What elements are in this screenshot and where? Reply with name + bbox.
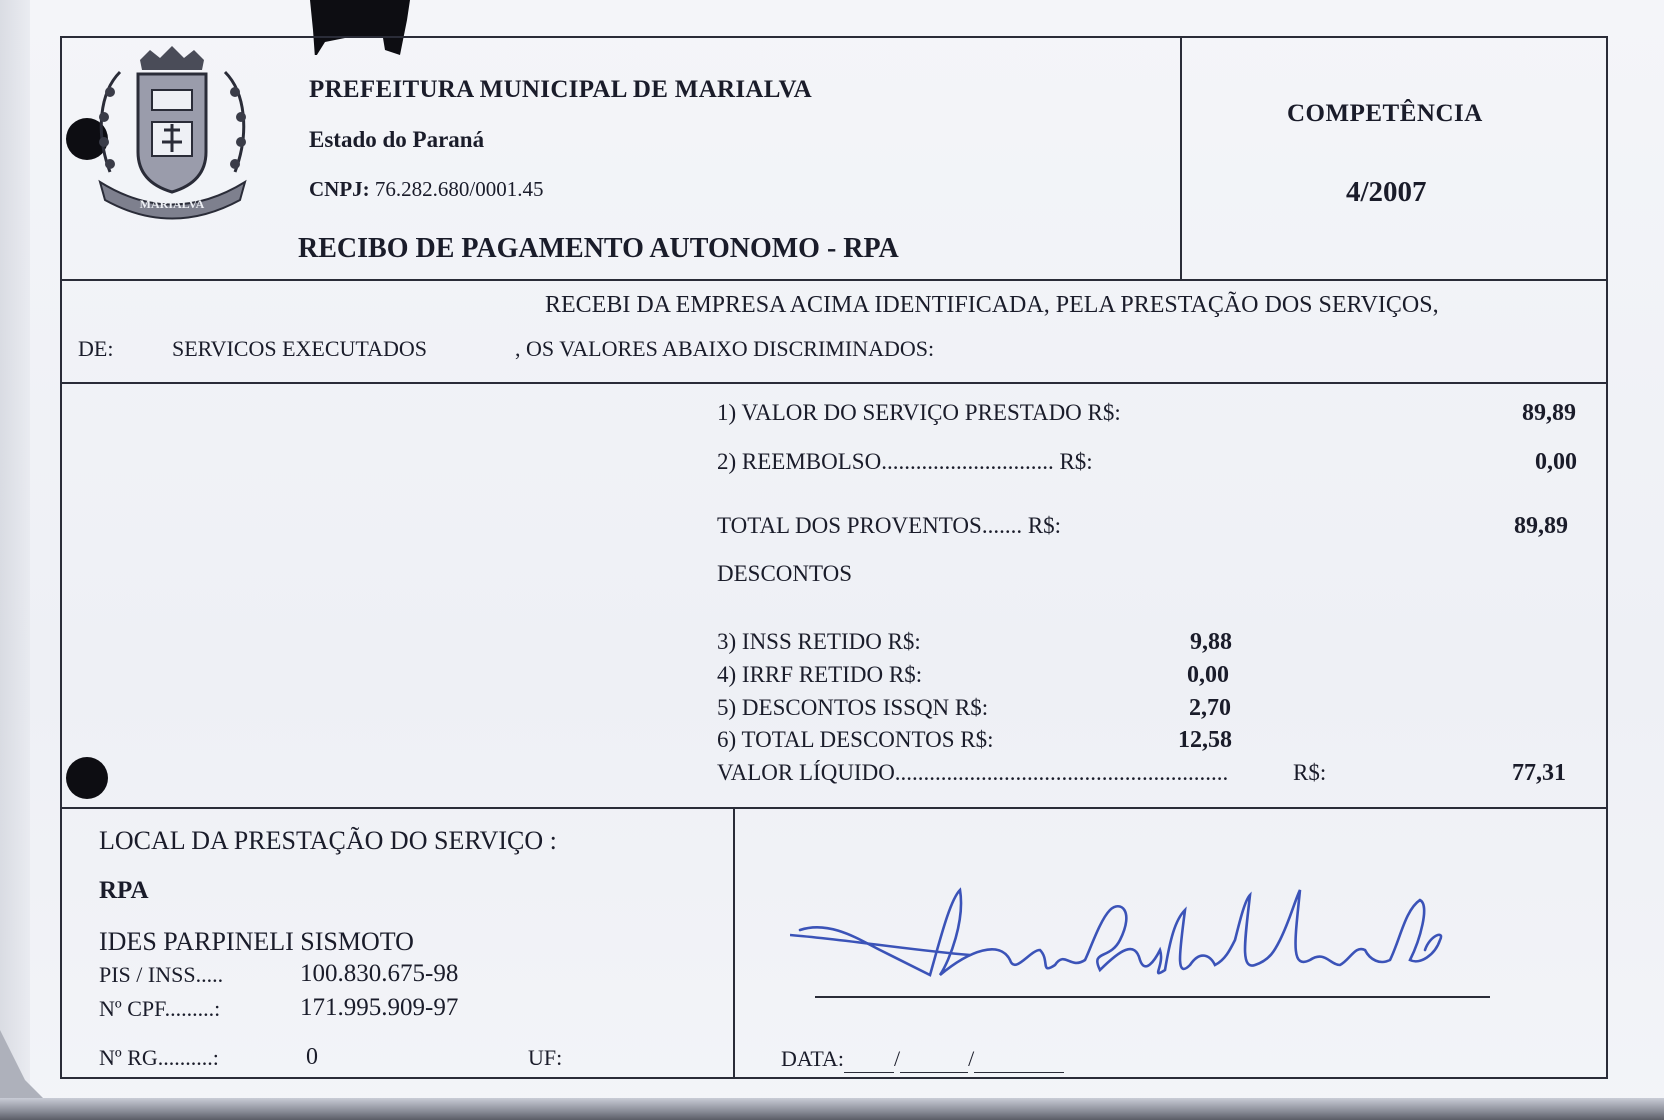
declaration-line: RECEBI DA EMPRESA ACIMA IDENTIFICADA, PELA PRESTAÇÃO DOS SERVIÇOS, (545, 292, 1439, 318)
date-sep-1: / (894, 1046, 901, 1071)
uf-label: UF: (528, 1045, 563, 1070)
total-descontos-label: 6) TOTAL DESCONTOS R$: (717, 727, 994, 752)
rule-footer (733, 807, 735, 1079)
service-description: SERVICOS EXECUTADOS (172, 336, 427, 361)
servico-value: 89,89 (1522, 400, 1576, 426)
rg-value: 0 (306, 1044, 318, 1070)
cpf-value: 171.995.909-97 (300, 994, 459, 1021)
de-label: DE: (78, 336, 114, 361)
data-label: DATA: (781, 1046, 845, 1071)
document-title: RECIBO DE PAGAMENTO AUTONOMO - RPA (298, 233, 899, 264)
reembolso-label: 2) REEMBOLSO.............................. R$: (717, 449, 1093, 474)
servico-label: 1) VALOR DO SERVIÇO PRESTADO R$: (717, 400, 1121, 425)
total-proventos-label: TOTAL DOS PROVENTOS....... R$: (717, 513, 1062, 538)
pis-value: 100.830.675-98 (300, 960, 459, 987)
inss-label: 3) INSS RETIDO R$: (717, 629, 921, 654)
cnpj-label: CNPJ: (309, 177, 370, 201)
rule-values (60, 807, 1608, 809)
issqn-value: 2,70 (1189, 695, 1231, 721)
punch-hole (66, 757, 108, 799)
liquido-currency: R$: (1293, 760, 1327, 785)
competencia-label: COMPETÊNCIA (1287, 100, 1483, 127)
rg-label: Nº RG..........: (99, 1045, 219, 1070)
rule-header (60, 279, 1608, 281)
date-day-blank (844, 1046, 894, 1073)
competencia-value: 4/2007 (1346, 176, 1427, 208)
institution-name: PREFEITURA MUNICIPAL DE MARIALVA (309, 76, 812, 103)
cnpj-value: 76.282.680/0001.45 (374, 177, 544, 201)
handwritten-signature (790, 880, 1490, 1030)
paper-edge (0, 0, 30, 1120)
liquido-label: VALOR LÍQUIDO.......................................................... (717, 760, 1229, 785)
declaration-line-2: , OS VALORES ABAIXO DISCRIMINADOS: (515, 336, 935, 361)
total-proventos-value: 89,89 (1514, 513, 1568, 539)
descontos-heading: DESCONTOS (717, 561, 853, 586)
issqn-label: 5) DESCONTOS ISSQN R$: (717, 695, 989, 720)
paper-shadow (0, 1098, 1664, 1120)
liquido-value: 77,31 (1512, 760, 1566, 786)
date-year-blank (974, 1046, 1064, 1073)
irrf-value: 0,00 (1187, 662, 1229, 688)
total-descontos-value: 12,58 (1178, 727, 1232, 753)
provider-name: IDES PARPINELI SISMOTO (99, 927, 414, 956)
local-value: RPA (99, 877, 149, 904)
local-label: LOCAL DA PRESTAÇÃO DO SERVIÇO : (99, 826, 557, 855)
inss-value: 9,88 (1190, 629, 1232, 655)
municipal-crest-icon (80, 42, 265, 222)
svg-text:MARIALVA: MARIALVA (139, 197, 205, 211)
date-sep-2: / (968, 1046, 975, 1071)
state-name: Estado do Paraná (309, 127, 485, 152)
irrf-label: 4) IRRF RETIDO R$: (717, 662, 923, 687)
reembolso-value: 0,00 (1535, 449, 1577, 475)
rule-competencia (1180, 36, 1182, 281)
cpf-label: Nº CPF.........: (99, 996, 221, 1021)
pis-label: PIS / INSS..... (99, 962, 224, 987)
date-month-blank (900, 1046, 968, 1073)
rule-declaration (60, 382, 1608, 384)
